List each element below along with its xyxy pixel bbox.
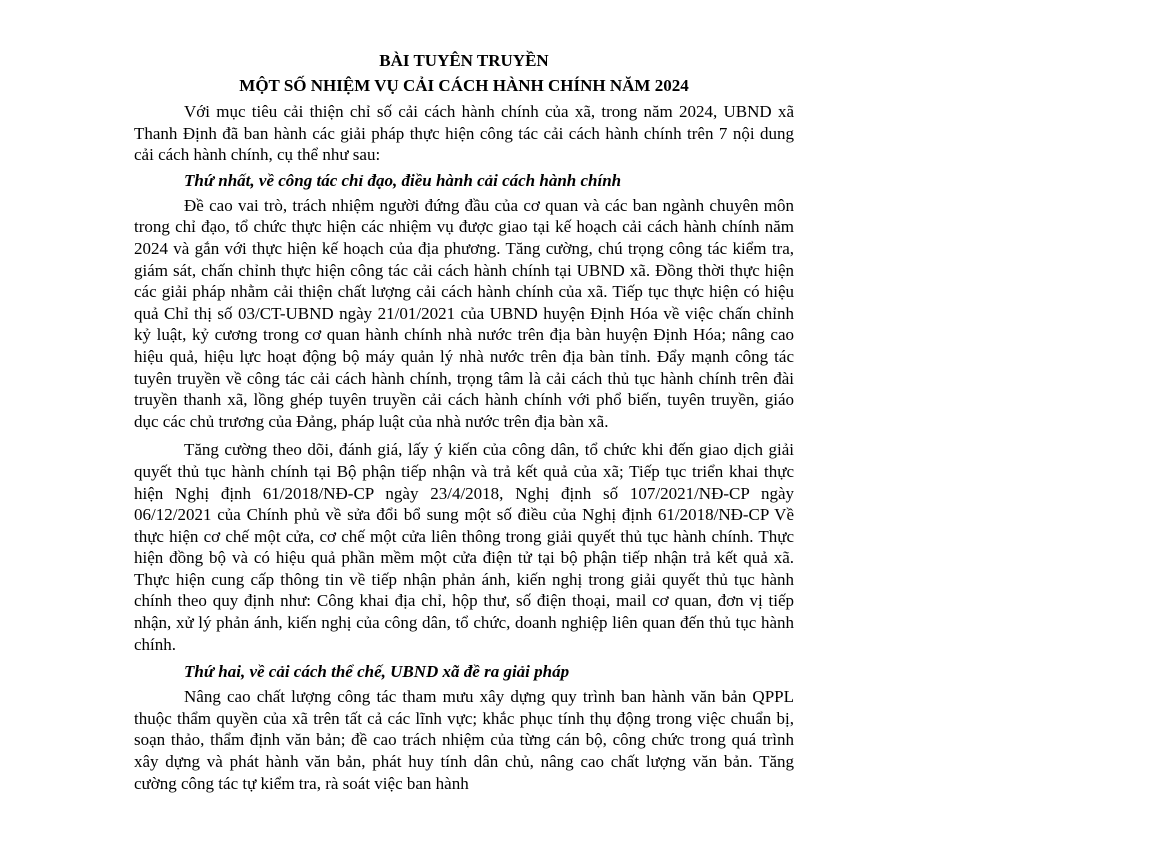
section-1-heading: Thứ nhất, về công tác chỉ đạo, điều hành cải cách hành chính <box>184 170 622 190</box>
document-content <box>134 50 794 794</box>
section-1-paragraph-2: Tăng cường theo dõi, đánh giá, lấy ý kiến của công dân, tổ chức khi đến giao dịch giải quyết thủ tục hành chính tại Bộ phận tiếp nhận và trả kết quả của xã; Tiếp tục triển khai thực hiện Nghị định 61/2018/NĐ-CP ngày 23/4/2018, Nghị định số 107/2021/NĐ-CP ngày 06/12/2021 của Chính phủ về sửa đổi bổ sung một số điều của Nghị định 61/2018/NĐ-CP Về thực hiện cơ chế một cửa, cơ chế một cửa liên thông trong giải quyết thủ tục hành chính. Thực hiện đồng bộ và có hiệu quả phần mềm một cửa điện tử tại bộ phận tiếp nhận trả kết quả xã. Thực hiện cung cấp thông tin về tiếp nhận phản ánh, kiến nghị trong giải quyết thủ tục hành chính theo quy định như: Công khai địa chỉ, hộp thư, số điện thoại, mail cơ quan, đơn vị tiếp nhận, xử lý phản ánh, kiến nghị của công dân, tổ chức, doanh nghiệp liên quan đến thủ tục hành chính. <box>134 440 794 654</box>
intro-paragraph: Với mục tiêu cải thiện chỉ số cải cách hành chính của xã, trong năm 2024, UBND xã Thanh Định đã ban hành các giải pháp thực hiện công tác cải cách hành chính trên 7 nội dung cải cách hành chính, cụ thể như sau: <box>134 102 794 165</box>
section-2-heading: Thứ hai, về cải cách thể chế, UBND xã đề ra giải pháp <box>184 662 570 682</box>
section-1-paragraph-1: Đề cao vai trò, trách nhiệm người đứng đầu của cơ quan và các ban ngành chuyên môn trong chỉ đạo, tổ chức thực hiện các nhiệm vụ được giao tại kế hoạch cải cách hành chính năm 2024 và gắn với thực hiện kế hoạch của địa phương. Tăng cường, chú trọng công tác kiểm tra, giám sát, chấn chỉnh thực hiện công tác cải cách hành chính tại UBND xã. Đồng thời thực hiện các giải pháp nhằm cải thiện chất lượng cải cách hành chính của xã. Tiếp tục thực hiện có hiệu quả Chỉ thị số 03/CT-UBND ngày 21/01/2021 của UBND huyện Định Hóa về việc chấn chỉnh kỷ luật, kỷ cương trong cơ quan hành chính nhà nước trên địa bàn huyện Định Hóa; nâng cao hiệu quả, hiệu lực hoạt động bộ máy quản lý nhà nước trên địa bàn tỉnh. Đẩy mạnh công tác tuyên truyền về công tác cải cách hành chính, trọng tâm là cải cách thủ tục hành chính trên đài truyền thanh xã, lồng ghép tuyên truyền cải cách hành chính với phổ biến, tuyên truyền, giáo dục các chủ trương của Đảng, pháp luật của nhà nước trên địa bàn xã. <box>134 195 794 431</box>
document-subtitle: MỘT SỐ NHIỆM VỤ CẢI CÁCH HÀNH CHÍNH NĂM 2024 <box>239 76 689 95</box>
section-2-paragraph-1: Nâng cao chất lượng công tác tham mưu xây dựng quy trình ban hành văn bản QPPL thuộc thẩm quyền của xã trên tất cả các lĩnh vực; khắc phục tính thụ động trong việc chuẩn bị, soạn thảo, thẩm định văn bản; đề cao trách nhiệm của từng cán bộ, công chức trong quá trình xây dựng và phát hành văn bản, phát huy tính dân chủ, nâng cao chất lượng văn bản. Tăng cường công tác tự kiểm tra, rà soát việc ban hành <box>134 687 794 793</box>
document-title: BÀI TUYÊN TRUYỀN <box>379 51 549 70</box>
